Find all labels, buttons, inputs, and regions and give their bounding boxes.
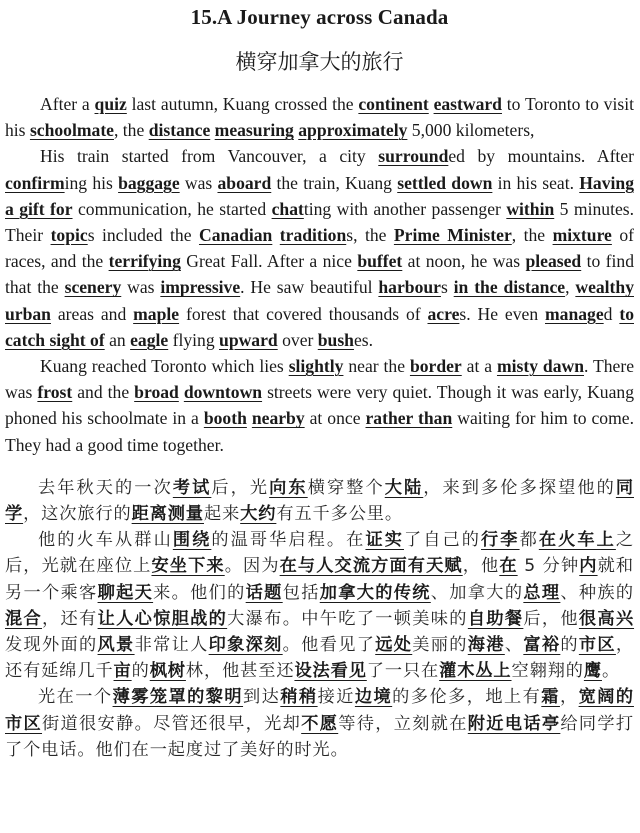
keyword-highlight: 附近电话亭 [467, 713, 561, 734]
text-run: es. [353, 329, 374, 350]
keyword-highlight: Canadian [198, 225, 273, 246]
keyword-highlight: 稍稍 [280, 687, 318, 708]
keyword-highlight: eastward [433, 94, 502, 114]
text-run: s. He even [459, 303, 546, 324]
keyword-highlight: 鹰 [583, 661, 602, 682]
keyword-highlight: 海港 [467, 635, 505, 656]
text-run: 大瀑布。中午吃了一顿美味的 [227, 608, 468, 629]
keyword-highlight: 宽阔的市区 [5, 687, 634, 734]
text-run: 。因为 [224, 556, 280, 577]
keyword-highlight: schoolmate [29, 120, 114, 141]
keyword-highlight: quiz [94, 94, 127, 114]
keyword-highlight: 薄雾笼罩的黎明 [112, 687, 244, 708]
text-run: 5,000 kilometers, [407, 120, 535, 141]
keyword-highlight: upward [219, 329, 278, 350]
keyword-highlight: 市区 [578, 635, 616, 656]
text-run: 、种族的 [560, 582, 634, 603]
text-run: 的多伦多，地上有 [392, 687, 542, 708]
keyword-highlight: within [506, 198, 555, 219]
keyword-highlight: wealthy [575, 277, 634, 298]
keyword-highlight: 总理 [523, 582, 561, 603]
text-run: at noon, he was [402, 251, 526, 272]
text-run: 街道很安静。尽管还很早，光却 [42, 713, 302, 734]
text-run: 5 minutes. Their [5, 198, 635, 246]
text-run: to find that the [5, 251, 635, 298]
text-run: 他的火车从群山 [38, 530, 173, 551]
keyword-highlight: catch sight of [5, 329, 105, 350]
text-run: 等待，立刻就在 [338, 713, 468, 734]
text-run: 来。他们的 [153, 582, 246, 603]
keyword-highlight: measuring [214, 120, 294, 141]
keyword-highlight: manage [545, 303, 604, 324]
keyword-highlight: border [409, 356, 462, 377]
keyword-highlight: aboard [217, 172, 272, 193]
text-run: of races, and the [5, 225, 634, 272]
keyword-highlight: bush [317, 329, 354, 350]
keyword-highlight: Prime Minister [393, 225, 512, 246]
text-run: 林，他甚至还 [185, 661, 295, 682]
text-run: in his seat. [492, 172, 580, 193]
text-run: 后，光 [211, 477, 270, 498]
keyword-highlight: 混合 [5, 608, 43, 629]
text-run: at a [461, 356, 497, 377]
text-run: ing his [64, 172, 119, 193]
keyword-highlight: chat [271, 198, 304, 219]
keyword-highlight: 围绕 [172, 530, 212, 551]
keyword-highlight: buffet [357, 251, 403, 272]
text-run: 光在一个 [38, 687, 113, 708]
text-run: After a [40, 94, 95, 114]
text-run: 5 分钟 [517, 556, 580, 577]
keyword-highlight: downtown [183, 382, 263, 403]
keyword-highlight: in the distance [453, 277, 566, 298]
keyword-highlight: 距离测量 [131, 504, 204, 525]
text-run: 了一只在 [366, 661, 440, 682]
keyword-highlight: 边境 [354, 687, 393, 708]
text-run: 。他看见了 [282, 635, 376, 656]
keyword-highlight: approximately [298, 120, 408, 141]
text-run: ting with another passenger [303, 198, 507, 219]
keyword-highlight: 内 [579, 556, 598, 577]
chinese-paragraph-2 [5, 527, 634, 684]
keyword-highlight: 在与人交流方面有天赋 [279, 556, 463, 577]
keyword-highlight: 大陆 [384, 477, 424, 498]
text-run: flying [168, 329, 220, 350]
keyword-highlight: 大约 [240, 504, 277, 525]
text-run: 的 [560, 635, 579, 656]
title-chinese: 横穿加拿大的旅行 [235, 50, 404, 74]
keyword-highlight: Having a gift for [5, 172, 634, 219]
text-run: over [277, 329, 318, 350]
keyword-highlight: terrifying [108, 251, 181, 272]
text-run: 。 [601, 661, 621, 682]
keyword-highlight: booth [203, 408, 247, 429]
keyword-highlight: 富裕 [523, 635, 561, 656]
text-run: 发现外面的 [5, 635, 98, 656]
keyword-highlight: 同学 [5, 477, 634, 525]
text-run: 横穿整个 [307, 477, 385, 498]
text-run: and the [72, 382, 135, 403]
text-run: areas and [50, 303, 134, 324]
keyword-highlight: 加拿大的传统 [319, 582, 431, 603]
keyword-highlight: continent [358, 94, 429, 114]
text-run: . He saw beautiful [240, 277, 379, 298]
keyword-highlight: 考试 [172, 477, 212, 498]
text-run: ，还有延绵几千 [5, 635, 634, 682]
keyword-highlight: confirm [5, 172, 65, 193]
text-run: , the [113, 120, 149, 141]
keyword-highlight: distance [148, 120, 211, 141]
text-run: ，还有 [42, 608, 98, 629]
keyword-highlight: 印象深刻 [208, 635, 283, 656]
text-run: 、 [504, 635, 524, 656]
keyword-highlight: 灌木丛上 [439, 661, 512, 682]
keyword-highlight: tradition [279, 225, 347, 246]
text-run: s included the [87, 225, 199, 246]
chinese-paragraph-1 [5, 475, 634, 527]
keyword-highlight: 不愿 [301, 713, 339, 734]
keyword-highlight: 风景 [97, 635, 135, 656]
text-run: His train started from Vancouver, a city [40, 146, 379, 167]
text-run: 后，他 [523, 608, 579, 629]
keyword-highlight: rather than [365, 408, 453, 429]
text-run: forest that covered thousands of [179, 303, 428, 324]
keyword-highlight: urban [5, 303, 51, 324]
keyword-highlight: baggage [118, 172, 180, 193]
text-run: 起来 [203, 504, 241, 525]
text-run: 空翱翔的 [511, 661, 584, 682]
keyword-highlight: frost [37, 382, 73, 403]
text-run: 的 [131, 661, 150, 682]
chinese-translation [5, 458, 634, 763]
text-run: ed by mountains. After [448, 146, 634, 167]
keyword-highlight: acre [427, 303, 460, 324]
text-run: ， [559, 687, 579, 708]
keyword-highlight: slightly [288, 356, 344, 377]
text-run: , the [511, 225, 553, 246]
keyword-highlight: 远处 [375, 635, 413, 656]
text-run [272, 225, 279, 245]
text-run: 到达 [243, 687, 281, 708]
keyword-highlight: impressive [160, 277, 241, 298]
keyword-highlight: 自助餐 [467, 608, 524, 629]
keyword-highlight: scenery [64, 277, 122, 298]
text-run: 、加拿大的 [430, 582, 524, 603]
text-run: 之后，光就在座位上 [5, 530, 634, 577]
english-paragraph-3 [5, 353, 634, 458]
keyword-highlight: 设法看见 [294, 661, 367, 682]
keyword-highlight: 向东 [269, 477, 308, 498]
text-run: d [603, 303, 620, 324]
keyword-highlight: mixture [552, 225, 612, 246]
keyword-highlight: 霜 [541, 687, 560, 708]
keyword-highlight: topic [50, 225, 88, 246]
text-run: was [179, 172, 218, 193]
keyword-highlight: misty dawn [496, 356, 584, 377]
text-run: 给同学打了个电话。他们在一起度过了美好的时光。 [5, 713, 634, 760]
keyword-highlight: nearby [251, 408, 305, 429]
text-run: 接近 [317, 687, 355, 708]
chinese-paragraph-3 [5, 684, 634, 763]
text-run: last autumn, Kuang crossed the [126, 94, 359, 114]
text-run: an [104, 329, 131, 350]
text-run: 的温哥华启程。在 [211, 530, 366, 551]
keyword-highlight: surround [378, 146, 449, 167]
keyword-highlight: 在火车上 [538, 530, 616, 551]
keyword-highlight: 枫树 [149, 661, 186, 682]
text-run: was [121, 277, 161, 298]
text-run: 有五千多公里。 [276, 504, 403, 525]
keyword-highlight: 安坐下来 [151, 556, 225, 577]
keyword-highlight: 亩 [113, 661, 132, 682]
keyword-highlight: pleased [525, 251, 582, 272]
keyword-highlight: harbour [378, 277, 441, 298]
text-run: 去年秋天的一次 [38, 477, 173, 498]
keyword-highlight: 在 [499, 556, 518, 577]
text-run: , [565, 277, 576, 298]
text-run: communication, he started [72, 198, 272, 219]
keyword-highlight: settled down [397, 172, 493, 193]
text-run: ，来到多伦多探望他的 [423, 477, 616, 498]
text-run: at once [304, 408, 366, 429]
keyword-highlight: maple [133, 303, 180, 324]
keyword-highlight: 聊起天 [97, 582, 154, 603]
text-run: . There was [5, 356, 635, 403]
text-run: 就和另一个乘客 [5, 556, 634, 603]
text-run: Kuang reached Toronto which lies [40, 356, 289, 377]
text-run: 都 [519, 530, 539, 551]
keyword-highlight: eagle [130, 329, 169, 350]
keyword-highlight: 证实 [365, 530, 404, 551]
english-paragraph-1 [5, 91, 634, 143]
text-run: near the [343, 356, 410, 377]
text-run: 包括 [282, 582, 320, 603]
text-run: 美丽的 [412, 635, 468, 656]
title-english: 15.A Journey across Canada [190, 5, 449, 29]
text-run: the train, Kuang [271, 172, 398, 193]
text-run: streets were very quiet. Though it was early, Kuang phoned his schoolmate in a [5, 382, 634, 429]
english-passage [5, 90, 634, 458]
keyword-highlight: broad [134, 382, 179, 403]
text-run: s, the [346, 225, 394, 246]
keyword-highlight: 话题 [245, 582, 283, 603]
text-run: ，他 [462, 556, 500, 577]
english-paragraph-2 [5, 143, 634, 353]
text-run: Great Fall. After a nice [180, 251, 358, 272]
text-run: to Toronto to visit his [5, 94, 634, 141]
keyword-highlight: 让人心惊胆战的 [97, 608, 228, 629]
text-run: ，这次旅行的 [23, 504, 132, 525]
text-run: 了自己的 [403, 530, 482, 551]
keyword-highlight: to [619, 303, 634, 324]
keyword-highlight: 很高兴 [578, 608, 635, 629]
text-run: 非常让人 [134, 635, 209, 656]
text-run: waiting for him to come. They had a good time together. [5, 408, 634, 455]
keyword-highlight: 行李 [481, 530, 520, 551]
text-run: s [440, 277, 454, 298]
